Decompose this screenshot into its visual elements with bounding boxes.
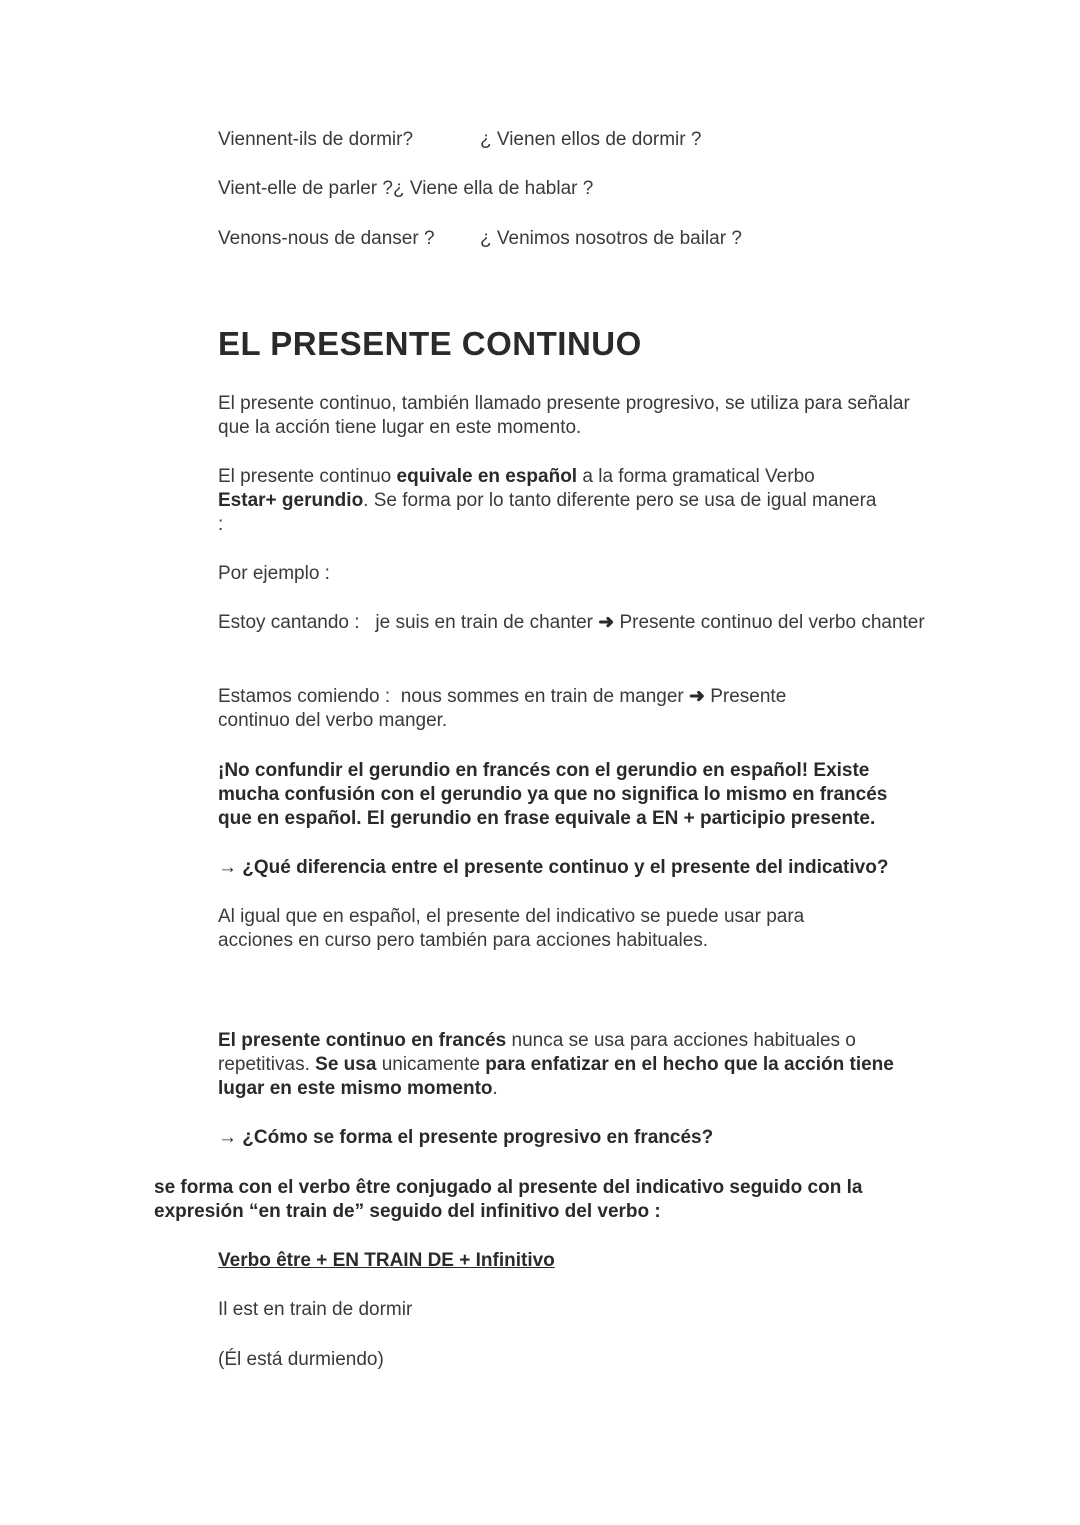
text: . Se forma por lo tanto diferente pero se usa de igual manera : — [218, 490, 877, 535]
french-sentence: Il est en train de dormir — [218, 1299, 413, 1320]
bold-text: El presente continuo en francés — [218, 1030, 507, 1051]
spanish-translation: (Él está durmiendo) — [218, 1349, 384, 1370]
text: El presente continuo — [218, 466, 397, 487]
warning-paragraph: ¡No confundir el gerundio en francés con el gerundio en español! Existe mucha confusión con el gerundio ya que no significa lo mismo en francés que en español. El gerundio en frase equivale a EN + participio presente. — [218, 760, 888, 829]
bold-text: Se usa — [315, 1054, 377, 1075]
example-2 — [218, 685, 858, 733]
french-question: Viennent-ils de dormir? — [218, 129, 414, 150]
intro-paragraph: El presente continuo, también llamado presente progresivo, se utiliza para señalar que la acción tiene lugar en este momento. — [218, 393, 910, 438]
french-question: Venons-nous de danser ? — [218, 228, 435, 249]
spanish-question: ¿ Vienen ellos de dormir ? — [480, 129, 702, 150]
text: unicamente — [376, 1054, 486, 1075]
formula: Verbo être + EN TRAIN DE + Infinitivo — [218, 1250, 555, 1271]
bold-text: equivale en español — [396, 466, 578, 487]
text: nunca se usa para acciones habituales o repetitivas. — [218, 1030, 856, 1075]
example-1 — [218, 611, 928, 635]
text: a la forma gramatical Verbo — [577, 466, 815, 487]
example-row — [218, 227, 938, 251]
question-2: → ¿Cómo se forma el presente progresivo en francés? — [218, 1127, 714, 1148]
example-row — [218, 177, 938, 201]
example-note: Presente continuo del verbo chanter — [619, 612, 925, 633]
spanish-question: ¿ Venimos nosotros de bailar ? — [480, 228, 742, 249]
formation-paragraph: se forma con el verbo être conjugado al presente del indicativo seguido con la expresión “en train de” seguido del infinitivo del verbo : — [154, 1177, 863, 1222]
french-example: nous sommes en train de manger — [400, 686, 684, 707]
spanish-question: ¿ Viene ella de hablar ? — [392, 178, 594, 199]
arrow-icon: ➜ — [689, 686, 705, 707]
por-ejemplo-label: Por ejemplo : — [218, 563, 330, 584]
question-1: → ¿Qué diferencia entre el presente continuo y el presente del indicativo? — [218, 857, 889, 878]
section-heading: EL PRESENTE CONTINUO — [218, 325, 642, 362]
spanish-example: Estoy cantando : — [218, 612, 360, 633]
arrow-icon: ➜ — [598, 612, 615, 633]
equivalence-paragraph — [218, 465, 878, 537]
spanish-example: Estamos comiendo : — [218, 686, 391, 707]
bold-text: para enfatizar en el hecho que la acción tiene lugar en este mismo momento — [218, 1054, 894, 1099]
text: . — [492, 1078, 498, 1099]
usage-paragraph — [218, 1029, 908, 1101]
bold-text: Estar+ gerundio — [218, 490, 364, 511]
example-row — [218, 128, 938, 152]
comparison-paragraph: Al igual que en español, el presente del indicativo se puede usar para acciones en curso pero también para acciones habituales. — [218, 906, 805, 951]
french-example: je suis en train de chanter — [375, 612, 593, 633]
french-question: Vient-elle de parler ? — [218, 178, 393, 199]
example-note: Presente continuo del verbo manger. — [218, 686, 787, 731]
